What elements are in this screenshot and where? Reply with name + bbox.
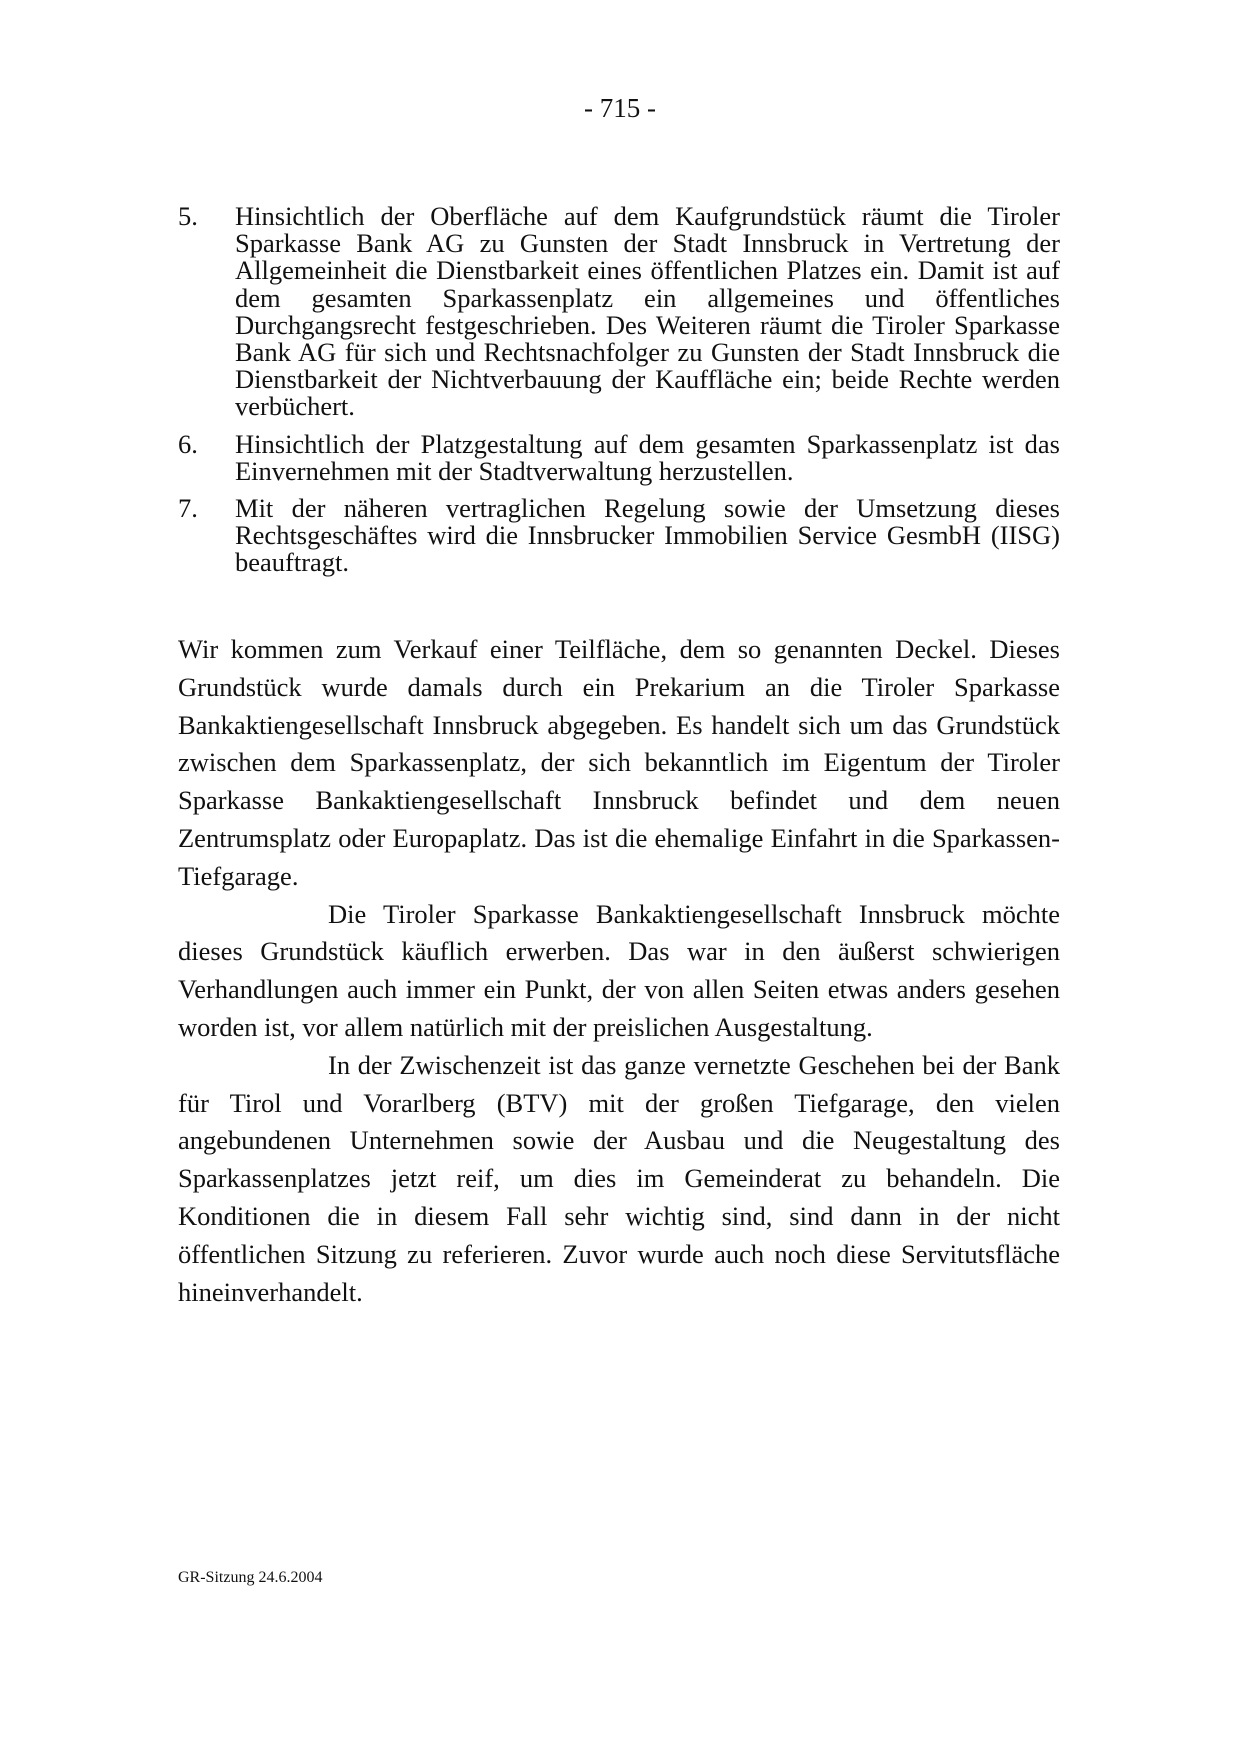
footer-session-date: GR-Sitzung 24.6.2004 xyxy=(178,1569,323,1586)
body-text xyxy=(178,631,1060,1311)
list-item xyxy=(178,203,1060,421)
paragraph: Wir kommen zum Verkauf einer Teilfläche, dem so genannten Deckel. Dieses Grundstück wurde damals durch ein Prekarium an die Tiroler Sparkasse Bankaktiengesellschaft Innsbruck abgegeben. Es handelt sich um das Grundstück zwischen dem Sparkassenplatz, der sich bekanntlich im Eigentum der Tiroler Sparkasse Bankaktiengesellschaft Innsbruck befindet und dem neuen Zentrumsplatz oder Europaplatz. Das ist die ehemalige Einfahrt in die Sparkassen-Tiefgarage. xyxy=(178,634,1060,891)
list-item-number: 6. xyxy=(178,428,198,459)
list-item-number: 5. xyxy=(178,201,198,231)
paragraph: In der Zwischenzeit ist das ganze vernetzte Geschehen bei der Bank für Tirol und Vorarlberg (BTV) mit der großen Tiefgarage, den vielen angebundenen Unternehmen sowie der Ausbau und die Neugestaltung des Sparkassenplatzes jetzt reif, um dies im Gemeinderat zu behandeln. Die Konditionen die in diesem Fall sehr wichtig sind, sind dann in der nicht öffentlichen Sitzung zu referieren. Zuvor wurde auch noch diese Servitutsfläche hineinverhandelt. xyxy=(178,1049,1060,1307)
list-item xyxy=(178,428,1060,486)
list-item-number: 7. xyxy=(178,493,198,524)
numbered-list xyxy=(178,203,1060,587)
paragraph: Die Tiroler Sparkasse Bankaktiengesellschaft Innsbruck möchte dieses Grundstück käuflich erwerben. Das war in den äußerst schwierigen Verhandlungen auch immer ein Punkt, der von allen Seiten etwas anders gesehen worden ist, vor allem natürlich mit der preislichen Ausgestaltung. xyxy=(178,898,1060,1042)
list-item xyxy=(178,495,1060,577)
page-number: - 715 - xyxy=(584,93,656,123)
list-item-text: Hinsichtlich der Platzgestaltung auf dem gesamten Sparkassenplatz ist das Einvernehmen mit der Stadtverwaltung herzustellen. xyxy=(235,428,1060,486)
list-item-text: Mit der näheren vertraglichen Regelung sowie der Umsetzung dieses Rechtsgeschäftes wird die Innsbrucker Immobilien Service GesmbH (IISG) beauftragt. xyxy=(235,493,1060,578)
list-item-text: Hinsichtlich der Oberfläche auf dem Kaufgrundstück räumt die Tiroler Sparkasse Bank AG zu Gunsten der Stadt Innsbruck in Vertretung der Allgemeinheit die Dienstbarkeit eines öffentlichen Platzes ein. Damit ist auf dem gesamten Sparkassenplatz ein allgemeines und öffentliches Durchgangsrecht festgeschrieben. Des Weiteren räumt die Tiroler Sparkasse Bank AG für sich und Rechtsnachfolger zu Gunsten der Stadt Innsbruck die Dienstbarkeit der Nichtverbauung der Kauffläche ein; beide Rechte werden verbüchert. xyxy=(235,201,1060,422)
